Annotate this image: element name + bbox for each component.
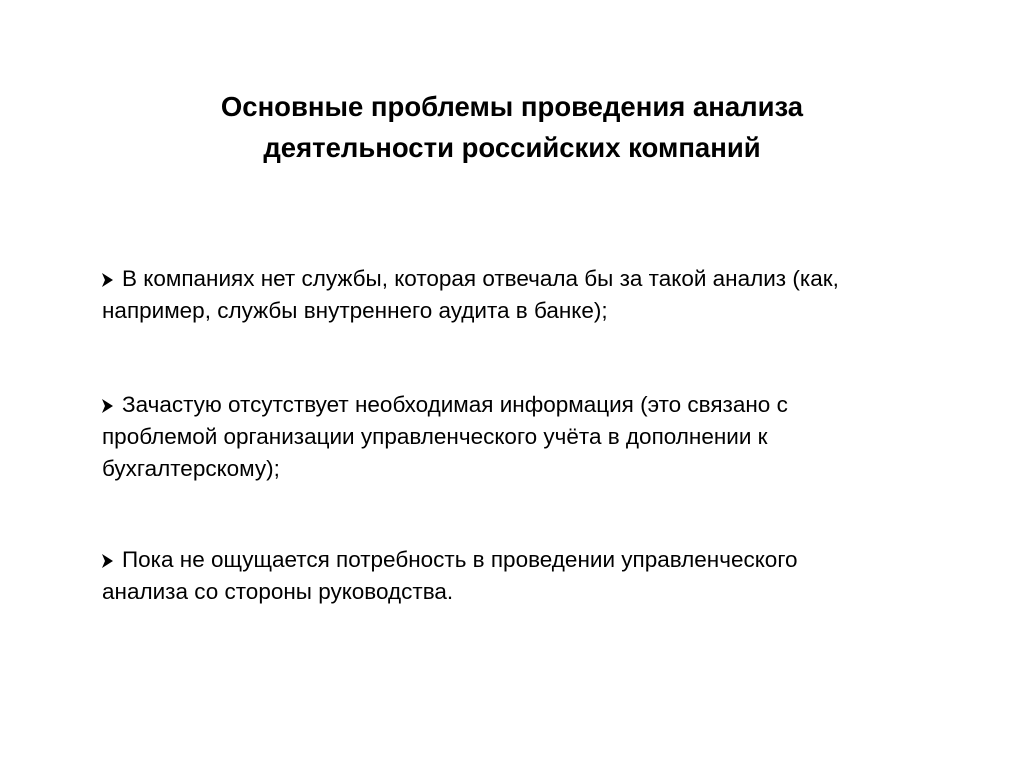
arrowhead-bullet-icon — [102, 399, 113, 413]
bullet-item — [102, 389, 962, 485]
bullet-line: проблемой организации управленческого учёта в дополнении к — [102, 424, 768, 449]
slide-title-line: Основные проблемы проведения анализа — [220, 91, 804, 122]
bullet-item — [102, 263, 962, 327]
bullet-line: бухгалтерскому); — [102, 456, 280, 481]
bullet-line — [102, 263, 962, 295]
arrowhead-bullet-icon — [102, 273, 113, 287]
arrowhead-bullet-icon — [102, 554, 113, 568]
bullet-line — [102, 544, 962, 576]
bullet-text: Пока не ощущается потребность в проведении управленческого — [122, 547, 798, 572]
bullet-line — [102, 389, 962, 421]
bullet-text: Зачастую отсутствует необходимая информация (это связано с — [122, 392, 788, 417]
bullet-item — [102, 544, 962, 608]
slide-title — [0, 86, 1024, 168]
bullet-text: В компаниях нет службы, которая отвечала бы за такой анализ (как, — [122, 266, 839, 291]
bullet-line: например, службы внутреннего аудита в банке); — [102, 298, 608, 323]
bullet-line: анализа со стороны руководства. — [102, 579, 454, 604]
slide-title-line: деятельности российских компаний — [263, 132, 761, 163]
